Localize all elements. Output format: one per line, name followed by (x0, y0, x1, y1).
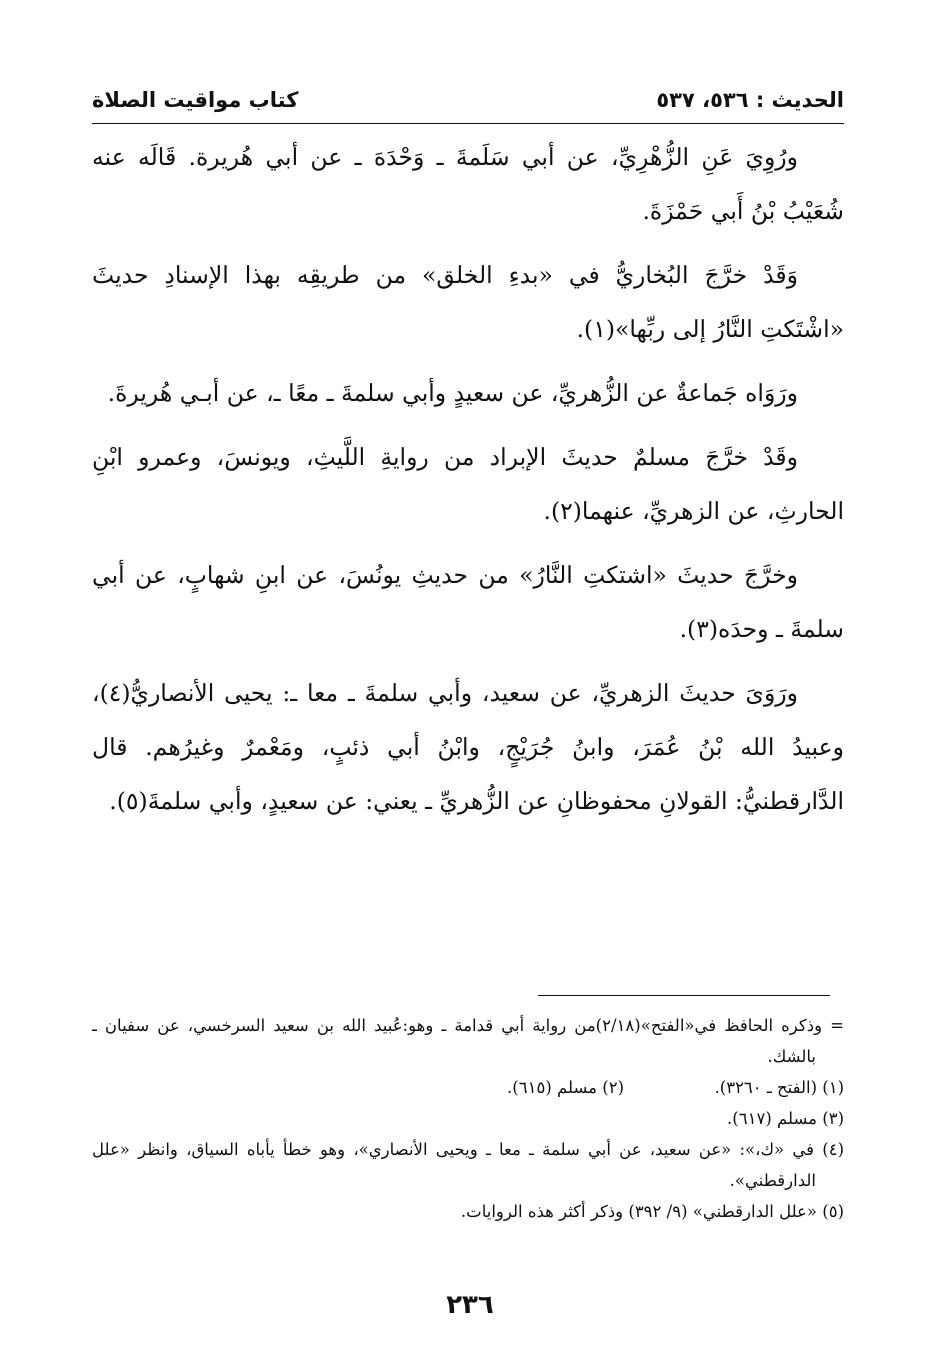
footnote-2: (٢) مسلم (٦١٥). (507, 1078, 624, 1097)
hadith-reference: الحديث : ٥٣٦، ٥٣٧ (656, 88, 844, 112)
header-divider (92, 123, 844, 124)
paragraph: ورَوَىَ حديثَ الزهريِّ، عن سعيد، وأبي سلمةَ ـ معا ـ: يحيى الأنصاريُّ(٤)، وعبيدُ الله بْنُ عُمَرَ، وابنُ جُرَيْجٍ، وابْنُ أبي ذئبٍ، ومَعْمرٌ وغيرُهم. قال الدَّارقطنيُّ: القولانِ محفوظانِ عن الزُّهريِّ ـ يعني: عن سعيدٍ، وأبي سلمةَ(٥). (92, 679, 844, 815)
footnote-5: (٥) «علل الدارقطني» (٩/ ٣٩٢) وذكر أكثر هذه الروايات. (460, 1202, 844, 1221)
footnote-row (92, 1072, 844, 1103)
main-text (92, 130, 844, 838)
footnote-1: (١) (الفتح ـ ٣٢٦٠). (714, 1078, 844, 1097)
footnotes (92, 1010, 844, 1227)
book-title: كتاب مواقيت الصلاة (92, 88, 299, 112)
paragraph: وخرَّجَ حديثَ «اشتكتِ النَّارُ» من حديثِ يونُسَ، عن ابنِ شهابٍ، عن أبي سلمةَ ـ وحدَه(٣). (92, 561, 844, 643)
paragraph: وَقَدْ خرَّجَ البُخاريُّ في «بدءِ الخلق» من طريقِه بهذا الإسنادِ حديثَ «اشْتَكتِ النَّارُ إلى ربِّها»(١). (92, 261, 844, 343)
running-header (92, 84, 844, 124)
page-number: ٢٣٦ (446, 1290, 494, 1320)
footnote-3: (٣) مسلم (٦١٧). (727, 1109, 844, 1128)
footnote-divider (538, 995, 830, 996)
footnote-continuation: = وذكره الحافظ في«الفتح»(٢/١٨)من رواية أبي قدامة ـ وهو:عُبيد الله بن سعيد السرخسي، عن سفيان ـ بالشك. (92, 1016, 844, 1066)
paragraph: ورُوِيَ عَنِ الزُّهْرِيِّ، عن أبي سَلَمةَ ـ وَحْدَهَ ـ عن أبي هُريرة. قَالَه عنه شُعَيْبُ بْنُ أَبي حَمْزَةَ. (92, 143, 844, 225)
paragraph: ورَوَاه جَماعةٌ عن الزُّهريِّ، عن سعيدٍ وأبي سلمةَ ـ معًا ـ، عن أبـي هُريرةَ. (107, 379, 798, 407)
paragraph: وقَدْ خرَّجَ مسلمٌ حديثَ الإبراد من روايةِ اللَّيثِ، ويونسَ، وعمرو ابْنِ الحارثِ، عن الزهريِّ، عنهما(٢). (92, 443, 844, 525)
footnote-4: (٤) في «ك،»: «عن سعيد، عن أبي سلمة ـ معا ـ ويحيى الأنصاري»، وهو خطأ يأباه السياق، وانظر «علل الدارقطني». (92, 1140, 844, 1190)
